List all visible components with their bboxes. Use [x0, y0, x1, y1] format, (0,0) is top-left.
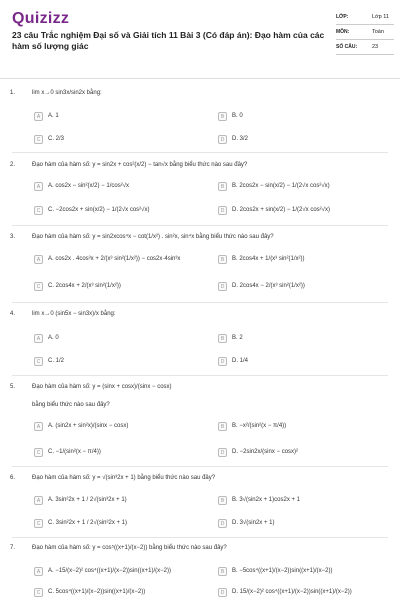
- meta-value: Toán: [372, 29, 384, 35]
- question-divider: [12, 152, 388, 153]
- question-number: 3.: [10, 234, 16, 240]
- meta-label: LỚP:: [336, 14, 349, 20]
- option-text: D. 1/4: [232, 358, 249, 364]
- option-key-box: C: [34, 135, 43, 144]
- option-key-box: B: [218, 422, 227, 431]
- option-text: A. 0: [48, 335, 59, 341]
- option-key-box: C: [34, 448, 43, 457]
- question-stem: lim x→0 (sin5x − sin3x)/x bằng:: [32, 311, 116, 317]
- option-text: D. 2cos2x + sin(x/2) − 1/(2√x cos²√x): [232, 207, 330, 213]
- question-stem: Đạo hàm của hàm số: y = sin2x + cos²(x/2) − tan√x bằng biểu thức nào sau đây?: [32, 162, 248, 168]
- option-b[interactable]: [218, 494, 300, 506]
- meta-value: 23: [372, 44, 379, 50]
- question-stem: lim x→0 sin3x/sin2x bằng:: [32, 90, 102, 96]
- option-a[interactable]: [34, 332, 59, 344]
- question-divider: [12, 537, 388, 538]
- option-key-box: D: [218, 588, 227, 597]
- quizizz-logo: Quizizz: [12, 10, 70, 27]
- option-key-box: A: [34, 182, 43, 191]
- option-key-box: A: [34, 255, 43, 264]
- question-number: 1.: [10, 90, 16, 96]
- worksheet-header: [0, 0, 400, 79]
- option-text: C. 3sin²2x + 1 / 2√(sin³2x + 1): [48, 520, 127, 526]
- option-c[interactable]: [34, 586, 145, 598]
- option-text: B. −5cos⁴((x+1)/(x−2))sin((x+1)/(x−2)): [232, 568, 333, 574]
- question-stem: Đạo hàm của hàm số: y = (sinx + cosx)/(sinx − cosx): [32, 384, 172, 390]
- meta-row-count: [336, 44, 394, 55]
- option-key-box: A: [34, 567, 43, 576]
- option-text: B. 2cos2x − sin(x/2) − 1/(2√x cos²√x): [232, 183, 330, 189]
- question-number: 2.: [10, 162, 16, 168]
- option-key-box: D: [218, 282, 227, 291]
- option-a[interactable]: [34, 110, 59, 122]
- option-text: B. 2cos4x + 1/(x³ sin²(1/x²)): [232, 256, 305, 262]
- option-key-box: D: [218, 135, 227, 144]
- option-key-box: D: [218, 448, 227, 457]
- option-d[interactable]: [218, 133, 248, 145]
- option-d[interactable]: [218, 586, 352, 598]
- option-key-box: C: [34, 206, 43, 215]
- option-text: D. 3/2: [232, 136, 249, 142]
- option-text: D. −2sin2x/(sinx − cosx)²: [232, 449, 299, 455]
- option-text: A. cos2x − sin²(x/2) − 1/cos²√x: [48, 183, 129, 189]
- option-a[interactable]: [34, 494, 127, 506]
- option-text: A. 1: [48, 113, 59, 119]
- option-text: B. −x²/(sin²(x − π/4)): [232, 423, 287, 429]
- meta-row-subject: [336, 29, 394, 40]
- option-d[interactable]: [218, 517, 274, 529]
- option-text: C. −2cos2x + sin(x/2) − 1/(2√x cos²√x): [48, 207, 150, 213]
- question-stem: Đạo hàm của hàm số: y = sin2xcos⁴x − cot(1/x²) . sin²x, sin⁴x bằng biểu thức nào sau đây?: [32, 234, 274, 240]
- option-a[interactable]: [34, 253, 180, 265]
- option-c[interactable]: [34, 204, 149, 216]
- question-divider: [12, 375, 388, 376]
- option-text: C. 1/2: [48, 358, 65, 364]
- option-d[interactable]: [218, 446, 298, 458]
- worksheet-title: 23 câu Trắc nghiệm Đại số và Giải tích 11 Bài 3 (Có đáp án): Đạo hàm của các hàm số lượng giác: [12, 30, 325, 51]
- option-a[interactable]: [34, 420, 128, 432]
- option-text: A. cos2x . 4cos³x + 2/(x³ sin²(1/x²)) − cos2x·4sin³x: [48, 256, 181, 262]
- option-d[interactable]: [218, 280, 305, 292]
- question-stem: Đạo hàm của hàm số: y = cos⁵((x+1)/(x−2)) bằng biểu thức nào sau đây?: [32, 545, 227, 551]
- option-c[interactable]: [34, 355, 64, 367]
- option-c[interactable]: [34, 280, 121, 292]
- question-divider: [12, 466, 388, 467]
- question-stem-line2: bằng biểu thức nào sau đây?: [32, 402, 110, 408]
- option-text: B. 3√(sin2x + 1)cos2x + 1: [232, 497, 300, 503]
- option-text: D. 2cos4x − 2/(x³ sin²(1/x²)): [232, 283, 305, 289]
- option-c[interactable]: [34, 446, 101, 458]
- option-key-box: D: [218, 519, 227, 528]
- option-key-box: B: [218, 255, 227, 264]
- option-d[interactable]: [218, 355, 248, 367]
- option-b[interactable]: [218, 253, 305, 265]
- question-number: 5.: [10, 384, 16, 390]
- option-b[interactable]: [218, 180, 330, 192]
- meta-label: MÔN:: [336, 29, 350, 35]
- option-text: A. (sin2x + sin²x)/(sinx − cosx): [48, 423, 129, 429]
- option-key-box: C: [34, 588, 43, 597]
- meta-value: Lớp 11: [372, 14, 389, 20]
- option-text: D. 15/(x−2)² cos⁴((x+1)/(x−2))sin((x+1)/(x−2)): [232, 589, 352, 595]
- option-b[interactable]: [218, 110, 243, 122]
- option-d[interactable]: [218, 204, 330, 216]
- option-key-box: A: [34, 112, 43, 121]
- option-text: A. 3sin²2x + 1 / 2√(sin³2x + 1): [48, 497, 127, 503]
- option-key-box: A: [34, 334, 43, 343]
- meta-row-grade: [336, 14, 394, 25]
- option-key-box: D: [218, 357, 227, 366]
- option-a[interactable]: [34, 180, 129, 192]
- option-text: C. 2cos4x + 2/(x³ sin²(1/x²)): [48, 283, 121, 289]
- option-key-box: D: [218, 206, 227, 215]
- option-b[interactable]: [218, 420, 286, 432]
- option-b[interactable]: [218, 332, 243, 344]
- meta-label: SỐ CÂU:: [336, 44, 358, 50]
- question-number: 7.: [10, 545, 16, 551]
- option-key-box: C: [34, 282, 43, 291]
- question-number: 4.: [10, 311, 16, 317]
- option-text: C. 5cos⁴((x+1)/(x−2))sin((x+1)/(x−2)): [48, 589, 146, 595]
- option-text: C. −1/(sin²(x − π/4)): [48, 449, 101, 455]
- option-a[interactable]: [34, 565, 171, 577]
- option-text: A. −15/(x−2)² cos⁴((x+1)/(x−2))sin((x+1)/(x−2)): [48, 568, 171, 574]
- question-number: 6.: [10, 475, 16, 481]
- question-stem: Đạo hàm của hàm số: y = √(sin³2x + 1) bằng biểu thức nào sau đây?: [32, 475, 216, 481]
- worksheet-meta: [336, 14, 394, 59]
- option-text: D. 3√(sin2x + 1): [232, 520, 275, 526]
- option-key-box: C: [34, 357, 43, 366]
- option-c[interactable]: [34, 517, 127, 529]
- option-key-box: B: [218, 496, 227, 505]
- question-divider: [12, 225, 388, 226]
- option-key-box: B: [218, 112, 227, 121]
- option-text: B. 0: [232, 113, 243, 119]
- option-key-box: B: [218, 182, 227, 191]
- option-key-box: B: [218, 334, 227, 343]
- option-key-box: A: [34, 422, 43, 431]
- option-key-box: A: [34, 496, 43, 505]
- option-b[interactable]: [218, 565, 332, 577]
- option-c[interactable]: [34, 133, 64, 145]
- question-divider: [12, 302, 388, 303]
- option-key-box: C: [34, 519, 43, 528]
- option-text: B. 2: [232, 335, 243, 341]
- option-text: C. 2/3: [48, 136, 65, 142]
- option-key-box: B: [218, 567, 227, 576]
